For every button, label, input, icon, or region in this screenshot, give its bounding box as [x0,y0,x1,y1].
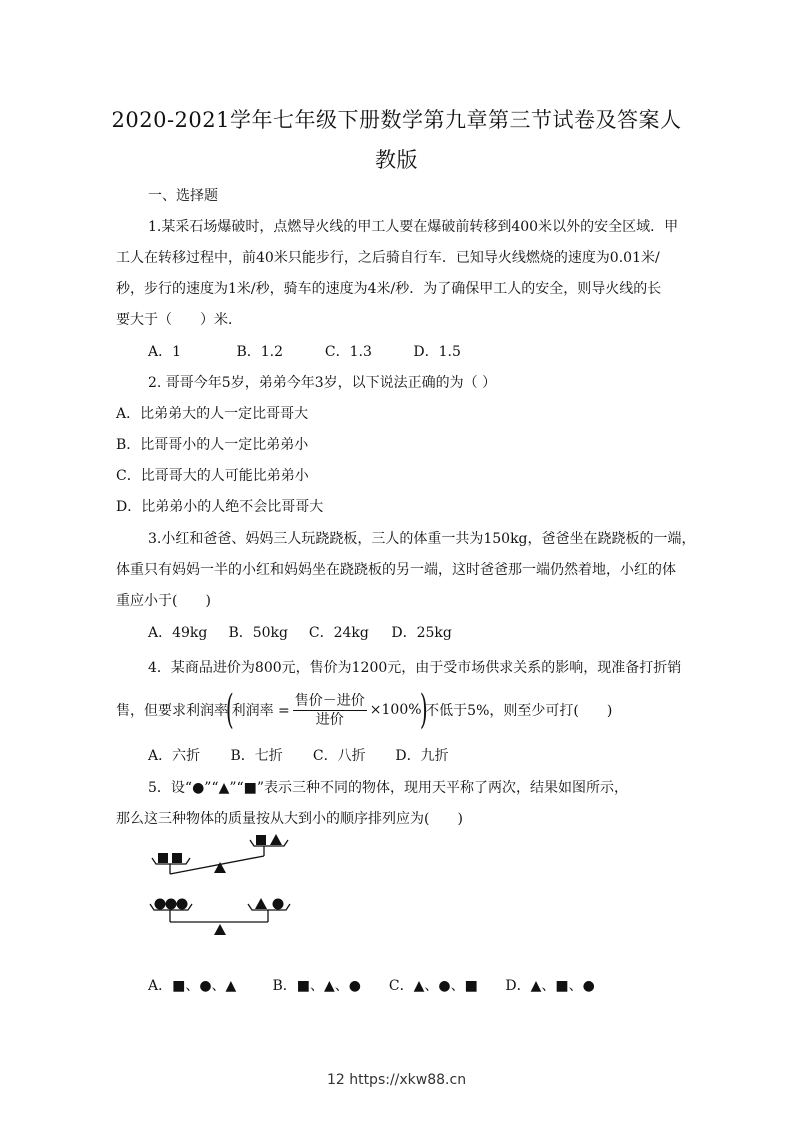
balance-1-square-right [256,835,266,845]
page-title-line2: 教版 [375,148,418,172]
balance-2-circle-right [273,899,284,910]
q3-line1: 3.小红和爸爸、妈妈三人玩跷跷板，三人的体重一共为150kg，爸爸坐在跷跷板的一端， [148,531,696,547]
balance-1-square-1 [158,853,168,863]
q4-formula-times: ×100% [369,702,422,718]
balance-2-circle-1 [155,899,166,910]
page-title-line1: 2020-2021学年七年级下册数学第九章第三节试卷及答案人 [111,108,682,132]
q3-line3: 重应小于( ) [116,593,211,609]
q4-formula-line [116,688,716,732]
balance-1-left-pan [152,858,190,864]
q3-line2: 体重只有妈妈一半的小红和妈妈坐在跷跷板的另一端，这时爸爸那一端仍然着地，小红的体 [116,562,676,578]
q3-option-c: C．24kg [308,625,369,641]
q1-options [148,342,708,362]
balance-2-triangle-right [255,898,267,909]
balance-2-circle-2 [166,899,177,910]
q5-option-b: B．■、▲、● [272,978,361,994]
q1-line1: 1.某采石场爆破时，点燃导火线的甲工人要在爆破前转移到400米以外的安全区域．甲 [148,219,679,235]
q3-options [148,623,708,643]
q4-option-d: D．九折 [395,748,449,764]
q2-option-a: A．比弟弟大的人一定比哥哥大 [116,406,309,422]
q4-pre-text: 售，但要求利润率 [116,703,228,719]
q2-option-b: B．比哥哥小的人一定比弟弟小 [116,437,309,453]
q1-option-c: C．1.3 [324,344,372,360]
q3-option-a: A．49kg [148,625,208,641]
q4-option-a: A．六折 [148,748,201,764]
q5-option-c: C．▲、●、■ [388,978,478,994]
q4-post-text: 不低于5%，则至少可打( ) [425,703,613,719]
q4-line1: 4．某商品进价为800元，售价为1200元，由于受市场供求关系的影响，现准备打折销 [148,660,682,676]
q1-line3: 秒，步行的速度为1米/秒，骑车的速度为4米/秒．为了确保甲工人的安全，则导火线的长 [116,281,662,297]
balance-1-right-pan [250,840,288,846]
right-paren: ) [419,687,428,733]
q1-option-d: D．1.5 [413,344,461,360]
q5-line1: 5．设“●”“▲”“■”表示三种不同的物体，现用天平称了两次，结果如图所示， [148,780,629,796]
q1-line2: 工人在转移过程中，前40米只能步行，之后骑自行车．已知导火线燃烧的速度为0.01米/ [116,250,660,266]
q2-option-d: D．比弟弟小的人绝不会比哥哥大 [116,499,324,515]
q4-formula-lhs: 利润率 = [231,703,290,719]
q3-option-b: B．50kg [228,625,289,641]
page-footer: 12 https://xkw88.cn [326,1072,467,1088]
q5-option-d: D．▲、■、● [505,978,595,994]
balance-1-square-2 [172,853,182,863]
q5-line2: 那么这三种物体的质量按从大到小的顺序排列应为( ) [116,811,463,827]
q5-options [148,976,708,996]
q1-line4: 要大于（ ）米． [116,312,242,328]
q5-option-a: A．■、●、▲ [148,978,237,994]
balance-diagram [140,828,310,940]
q2-stem: 2. 哥哥今年5岁，弟弟今年3岁，以下说法正确的为（ ） [148,375,497,391]
balance-1-triangle-right [270,834,282,845]
q1-option-b: B．1.2 [236,344,284,360]
balance-2-circle-3 [177,899,188,910]
q4-option-b: B．七折 [230,748,283,764]
q1-option-a: A．1 [148,344,182,360]
balance-2-right-pan [248,904,290,910]
balance-2-fulcrum [214,924,226,935]
q2-option-c: C．比哥哥大的人可能比弟弟小 [116,468,309,484]
q4-option-c: C．八折 [312,748,366,764]
q4-fraction-numerator: 售价－进价 [294,692,365,709]
left-paren: ( [225,687,234,733]
q4-fraction [293,692,367,729]
q3-option-d: D．25kg [391,625,452,641]
q4-options [148,746,708,766]
section-heading: 一、选择题 [148,188,218,204]
q4-fraction-denominator: 进价 [315,711,344,728]
